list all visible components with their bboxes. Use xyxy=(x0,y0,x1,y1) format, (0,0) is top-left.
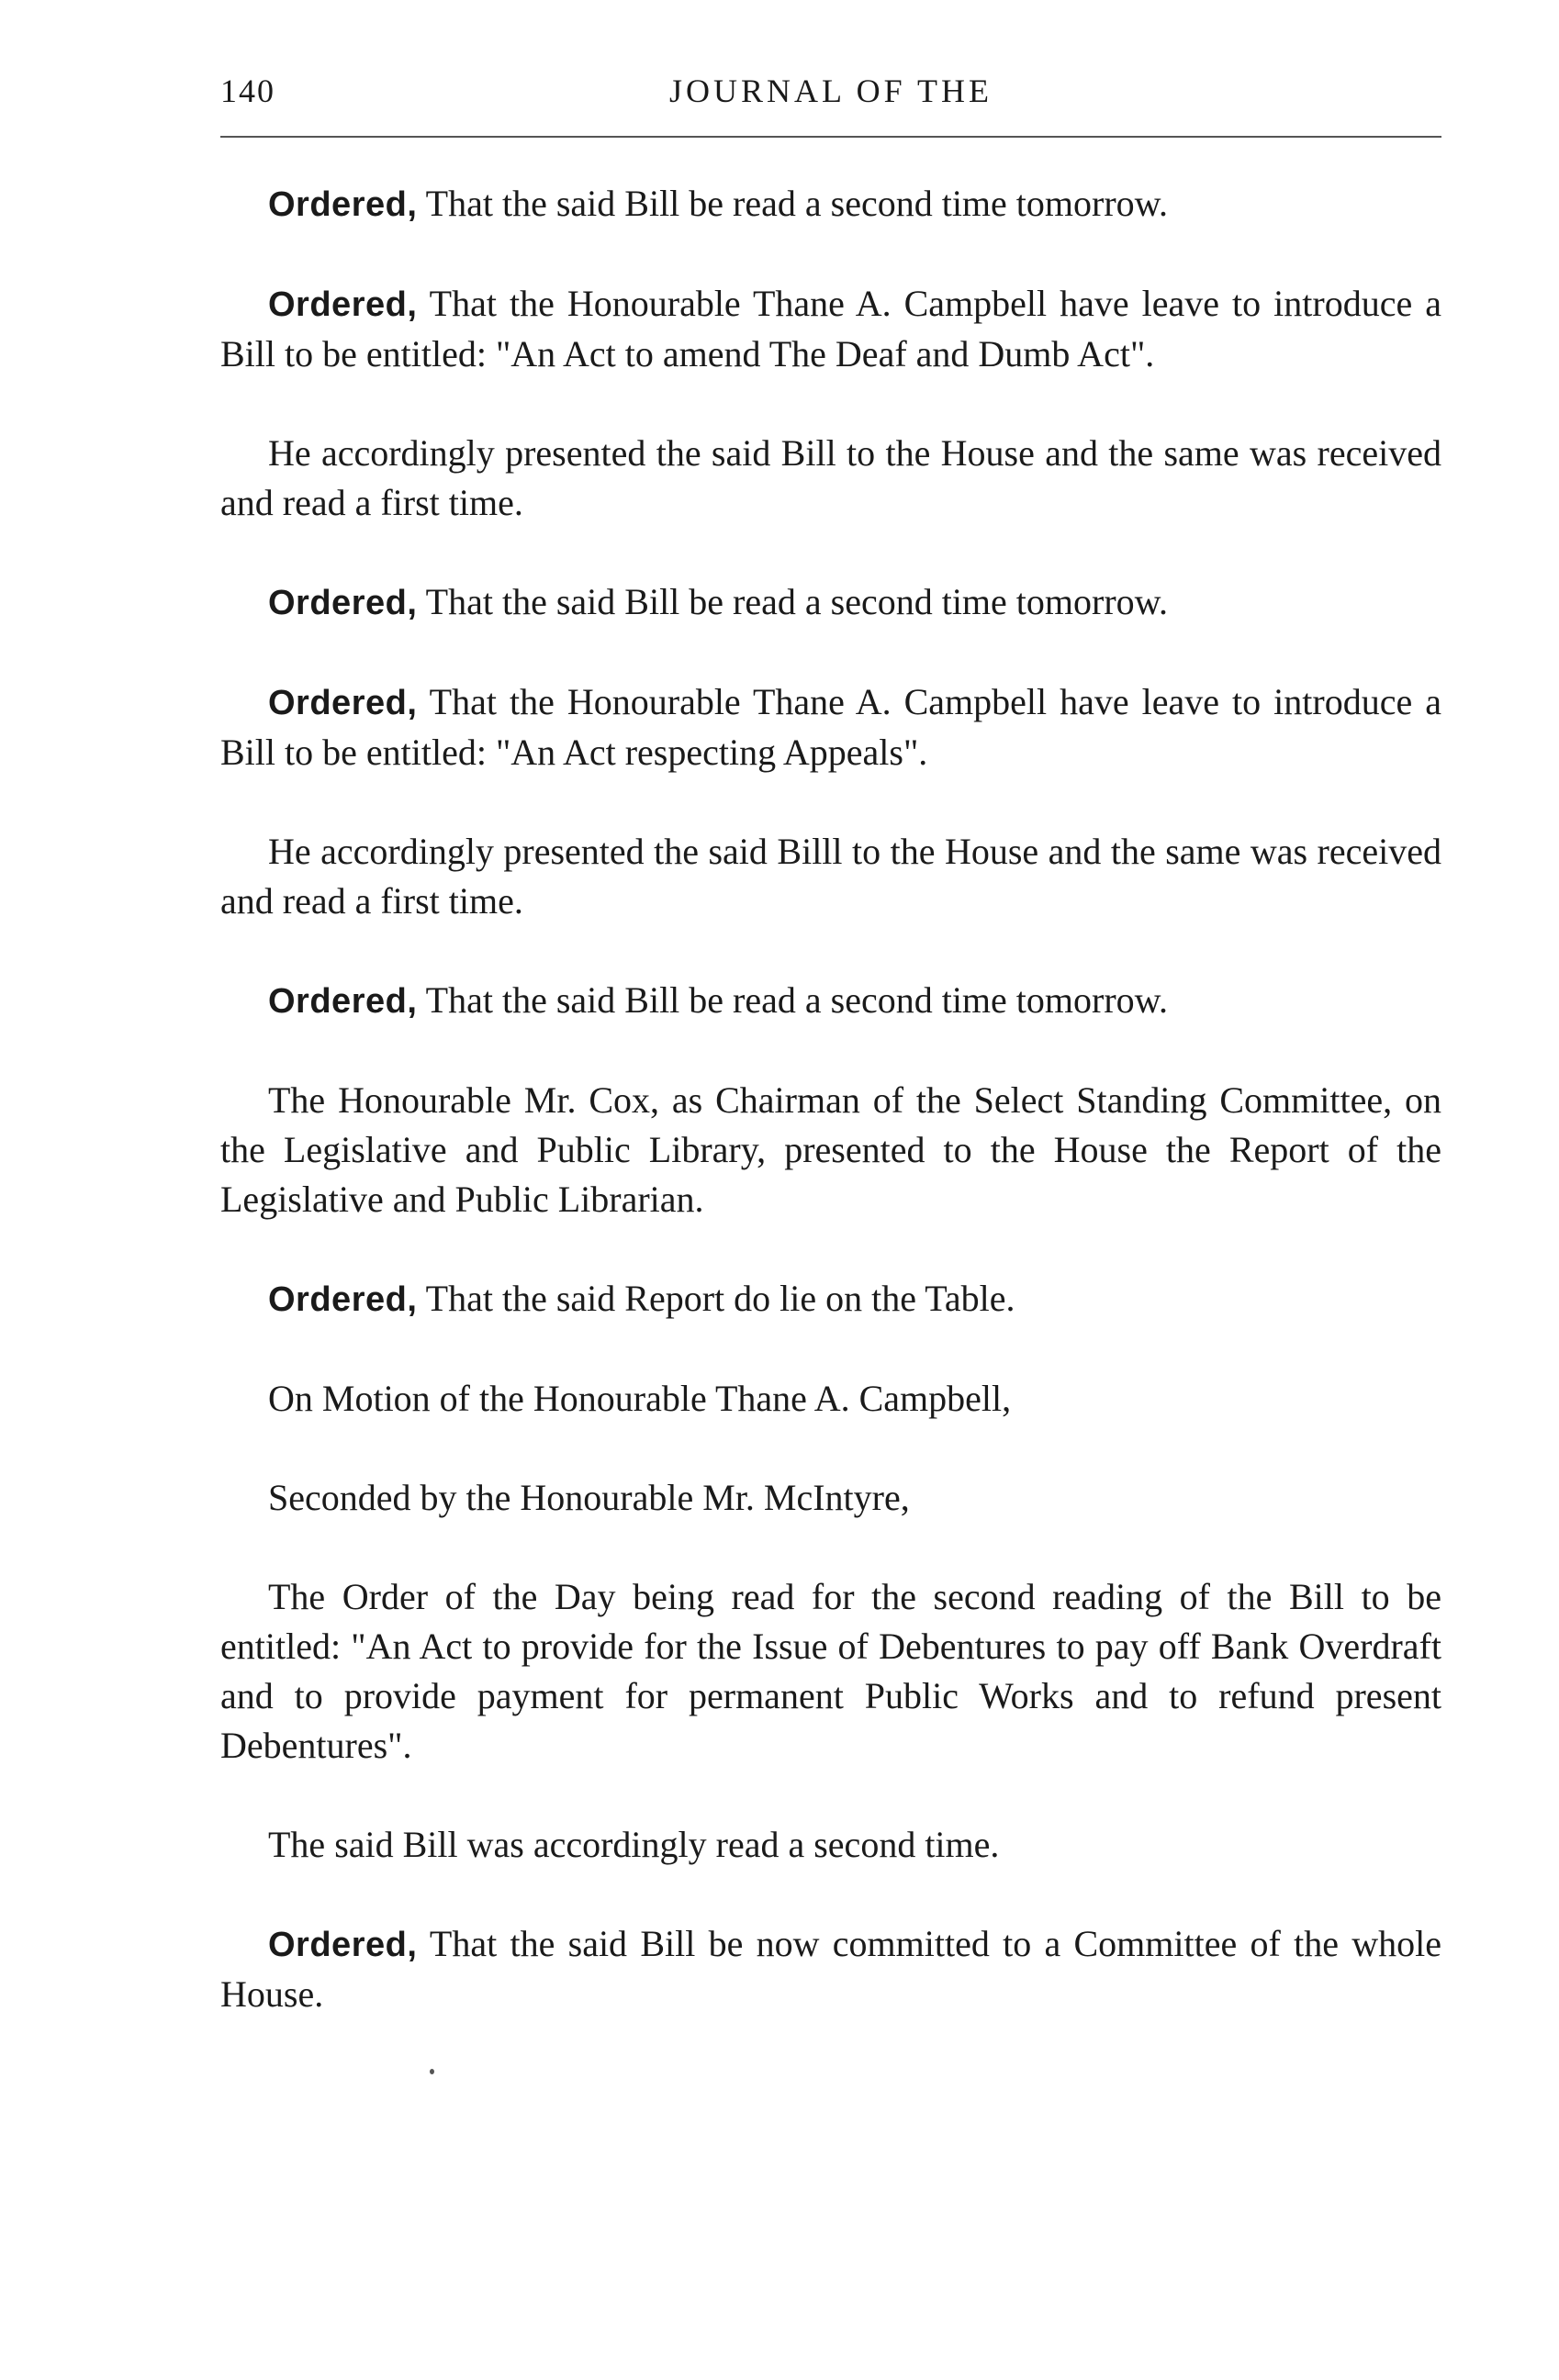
ordered-lead: Ordered, xyxy=(268,684,418,722)
paragraph-text: On Motion of the Honourable Thane A. Campbell, xyxy=(268,1378,1012,1419)
paragraph xyxy=(220,577,1441,628)
ordered-lead: Ordered, xyxy=(268,185,418,224)
ordered-lead: Ordered, xyxy=(268,982,418,1021)
paragraph-text: He accordingly presented the said Billl to the House and the same was received and read a first time. xyxy=(220,831,1441,922)
paragraph xyxy=(220,1820,1441,1870)
paragraph xyxy=(220,1274,1441,1324)
paragraph xyxy=(220,827,1441,926)
paragraph xyxy=(220,279,1441,379)
paragraph-text: The said Bill was accordingly read a second time. xyxy=(268,1824,1000,1865)
paragraph-text: Seconded by the Honourable Mr. McIntyre, xyxy=(268,1477,910,1518)
print-speck xyxy=(430,2069,434,2074)
page-number: 140 xyxy=(220,73,275,109)
paragraph-text: That the Honourable Thane A. Campbell have leave to introduce a Bill to be entitled: "An Act respecting Appeals". xyxy=(220,681,1441,773)
paragraph xyxy=(220,677,1441,777)
paragraph-text: The Order of the Day being read for the second reading of the Bill to be entitled: "An Act to provide for the Issue of Debentures to pay off Bank Overdraft and to provide payment for permanent Public Works and to refund present Debentures". xyxy=(220,1576,1441,1766)
paragraph-text: The Honourable Mr. Cox, as Chairman of the Select Standing Committee, on the Legislative and Public Library, presented to the House the Report of the Legislative and Public Librarian. xyxy=(220,1079,1441,1220)
ordered-lead: Ordered, xyxy=(268,1926,418,1964)
ordered-lead: Ordered, xyxy=(268,584,418,622)
paragraph-text: He accordingly presented the said Bill to the House and the same was received and read a first time. xyxy=(220,432,1441,523)
paragraph xyxy=(220,429,1441,528)
running-head xyxy=(220,72,1441,127)
ordered-lead: Ordered, xyxy=(268,1280,418,1319)
paragraph xyxy=(220,1374,1441,1424)
paragraph-text: That the said Bill be read a second time tomorrow. xyxy=(417,979,1168,1021)
journal-title: JOURNAL OF THE xyxy=(668,73,993,109)
paragraph xyxy=(220,179,1441,229)
paragraph-text: That the Honourable Thane A. Campbell have leave to introduce a Bill to be entitled: "An Act to amend The Deaf and Dumb Act". xyxy=(220,283,1441,374)
paragraph xyxy=(220,1076,1441,1224)
paragraph-text: That the said Bill be read a second time tomorrow. xyxy=(417,581,1168,622)
ordered-lead: Ordered, xyxy=(268,285,418,324)
paragraph xyxy=(220,976,1441,1026)
paragraph xyxy=(220,1572,1441,1771)
paragraph-text: That the said Bill be read a second time tomorrow. xyxy=(417,183,1168,224)
paragraph-text: That the said Report do lie on the Table. xyxy=(417,1278,1015,1319)
paragraph xyxy=(220,1919,1441,2019)
journal-body xyxy=(220,179,1441,2069)
paragraph-text: That the said Bill be now committed to a Committee of the whole House. xyxy=(220,1923,1441,2015)
header-rule xyxy=(220,136,1441,138)
paragraph xyxy=(220,1473,1441,1523)
